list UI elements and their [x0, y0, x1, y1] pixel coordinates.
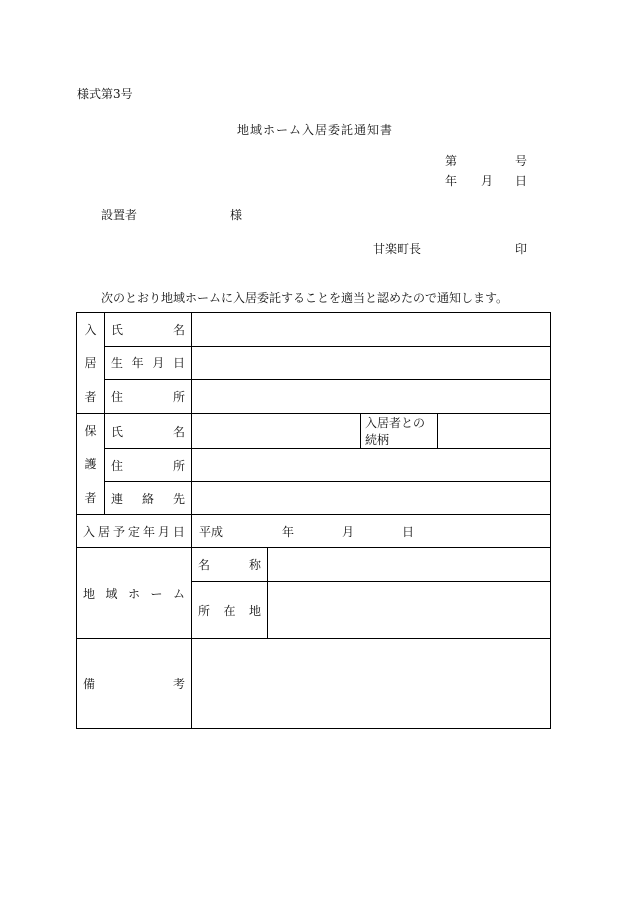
- label-char: 名: [172, 322, 185, 337]
- document-number-line: [445, 152, 527, 169]
- label-char: 日: [172, 356, 185, 371]
- addressee-honorific: 様: [230, 208, 243, 222]
- label-char: 所: [198, 603, 211, 618]
- guardian-address-label: [105, 449, 192, 482]
- home-name-label: [192, 548, 268, 582]
- label-char: 地: [248, 603, 261, 618]
- home-name-field[interactable]: [268, 548, 551, 582]
- label-char: ー: [150, 586, 163, 601]
- group-char: 護: [84, 457, 97, 472]
- resident-name-label: [105, 313, 192, 347]
- label-char: 名: [198, 558, 211, 573]
- remarks-label: [77, 639, 192, 729]
- label-char: 年: [131, 356, 144, 371]
- day-unit: 日: [402, 525, 415, 539]
- remarks-row: [77, 639, 551, 729]
- group-char: 保: [84, 424, 97, 439]
- intro-text: 次のとおり地域ホームに入居委託することを適当と認めたので通知します。: [101, 291, 509, 305]
- sender-line: [373, 240, 527, 257]
- label-char: 月: [157, 524, 170, 539]
- label-char: 名: [172, 424, 185, 439]
- label-char: 所: [172, 390, 185, 405]
- number-prefix: 第: [445, 154, 458, 168]
- guardian-group-label: [77, 414, 105, 515]
- move-in-date-row: [77, 515, 551, 548]
- document-title: 地域ホーム入居委託通知書: [236, 123, 393, 137]
- label-char: ム: [172, 586, 185, 601]
- label-char: 居: [97, 524, 110, 539]
- resident-address-field[interactable]: [192, 380, 551, 414]
- label-char: 入: [83, 524, 96, 539]
- label-char: 域: [105, 586, 118, 601]
- form-number: 様式第3号: [77, 87, 133, 101]
- group-char: 居: [84, 356, 97, 371]
- label-char: 先: [172, 491, 185, 506]
- era-label: 平成: [199, 525, 224, 539]
- guardian-name-row: [77, 414, 551, 449]
- label-char: 日: [172, 524, 185, 539]
- resident-birthdate-field[interactable]: [192, 346, 551, 380]
- guardian-contact-field[interactable]: [192, 482, 551, 515]
- label-char: 年: [142, 524, 155, 539]
- home-address-field[interactable]: [268, 582, 551, 639]
- label-char: ホ: [127, 586, 140, 601]
- sender-name: 甘楽町長: [373, 242, 422, 256]
- guardian-contact-row: [77, 482, 551, 515]
- home-name-row: [77, 548, 551, 582]
- group-char: 入: [84, 323, 97, 338]
- label-char: 住: [111, 390, 124, 405]
- remarks-field[interactable]: [192, 639, 551, 729]
- date-year: 年: [445, 174, 458, 188]
- guardian-address-row: [77, 449, 551, 482]
- relation-label: 入居者との続柄: [361, 414, 438, 449]
- notification-form-table: [76, 312, 551, 729]
- label-char: 月: [152, 356, 165, 371]
- move-in-date-label: [77, 515, 192, 548]
- label-char: 氏: [111, 322, 124, 337]
- label-char: 連: [111, 491, 124, 506]
- home-address-label: [192, 582, 268, 639]
- label-char: 絡: [141, 491, 154, 506]
- resident-birthdate-label: [105, 346, 192, 380]
- resident-address-row: [77, 380, 551, 414]
- label-char: 定: [127, 524, 140, 539]
- year-unit: 年: [282, 525, 295, 539]
- label-char: 地: [83, 586, 96, 601]
- label-char: 生: [111, 356, 124, 371]
- guardian-name-field[interactable]: [192, 414, 361, 449]
- group-char: 者: [84, 490, 97, 505]
- group-char: 者: [84, 389, 97, 404]
- label-char: 在: [223, 603, 236, 618]
- label-char: 備: [83, 677, 96, 691]
- move-in-date-field[interactable]: [192, 515, 551, 548]
- label-char: 予: [112, 524, 125, 539]
- guardian-address-field[interactable]: [192, 449, 551, 482]
- seal-mark: 印: [514, 242, 527, 256]
- resident-name-row: [77, 313, 551, 347]
- label-char: 所: [172, 458, 185, 473]
- label-char: 称: [248, 558, 261, 573]
- date-day: 日: [514, 174, 527, 188]
- month-unit: 月: [342, 525, 355, 539]
- label-char: 考: [172, 677, 185, 691]
- guardian-contact-label: [105, 482, 192, 515]
- resident-name-field[interactable]: [192, 313, 551, 347]
- label-char: 氏: [111, 424, 124, 439]
- resident-group-label: [77, 313, 105, 414]
- resident-address-label: [105, 380, 192, 414]
- document-date-line: [445, 172, 527, 189]
- date-month: 月: [481, 174, 494, 188]
- relation-field[interactable]: [438, 414, 551, 449]
- addressee-line: [101, 206, 243, 223]
- home-label: [77, 548, 192, 639]
- guardian-name-label: [105, 414, 192, 449]
- label-char: 住: [111, 458, 124, 473]
- number-suffix: 号: [514, 154, 527, 168]
- resident-birthdate-row: [77, 346, 551, 380]
- addressee-label: 設置者: [101, 208, 138, 222]
